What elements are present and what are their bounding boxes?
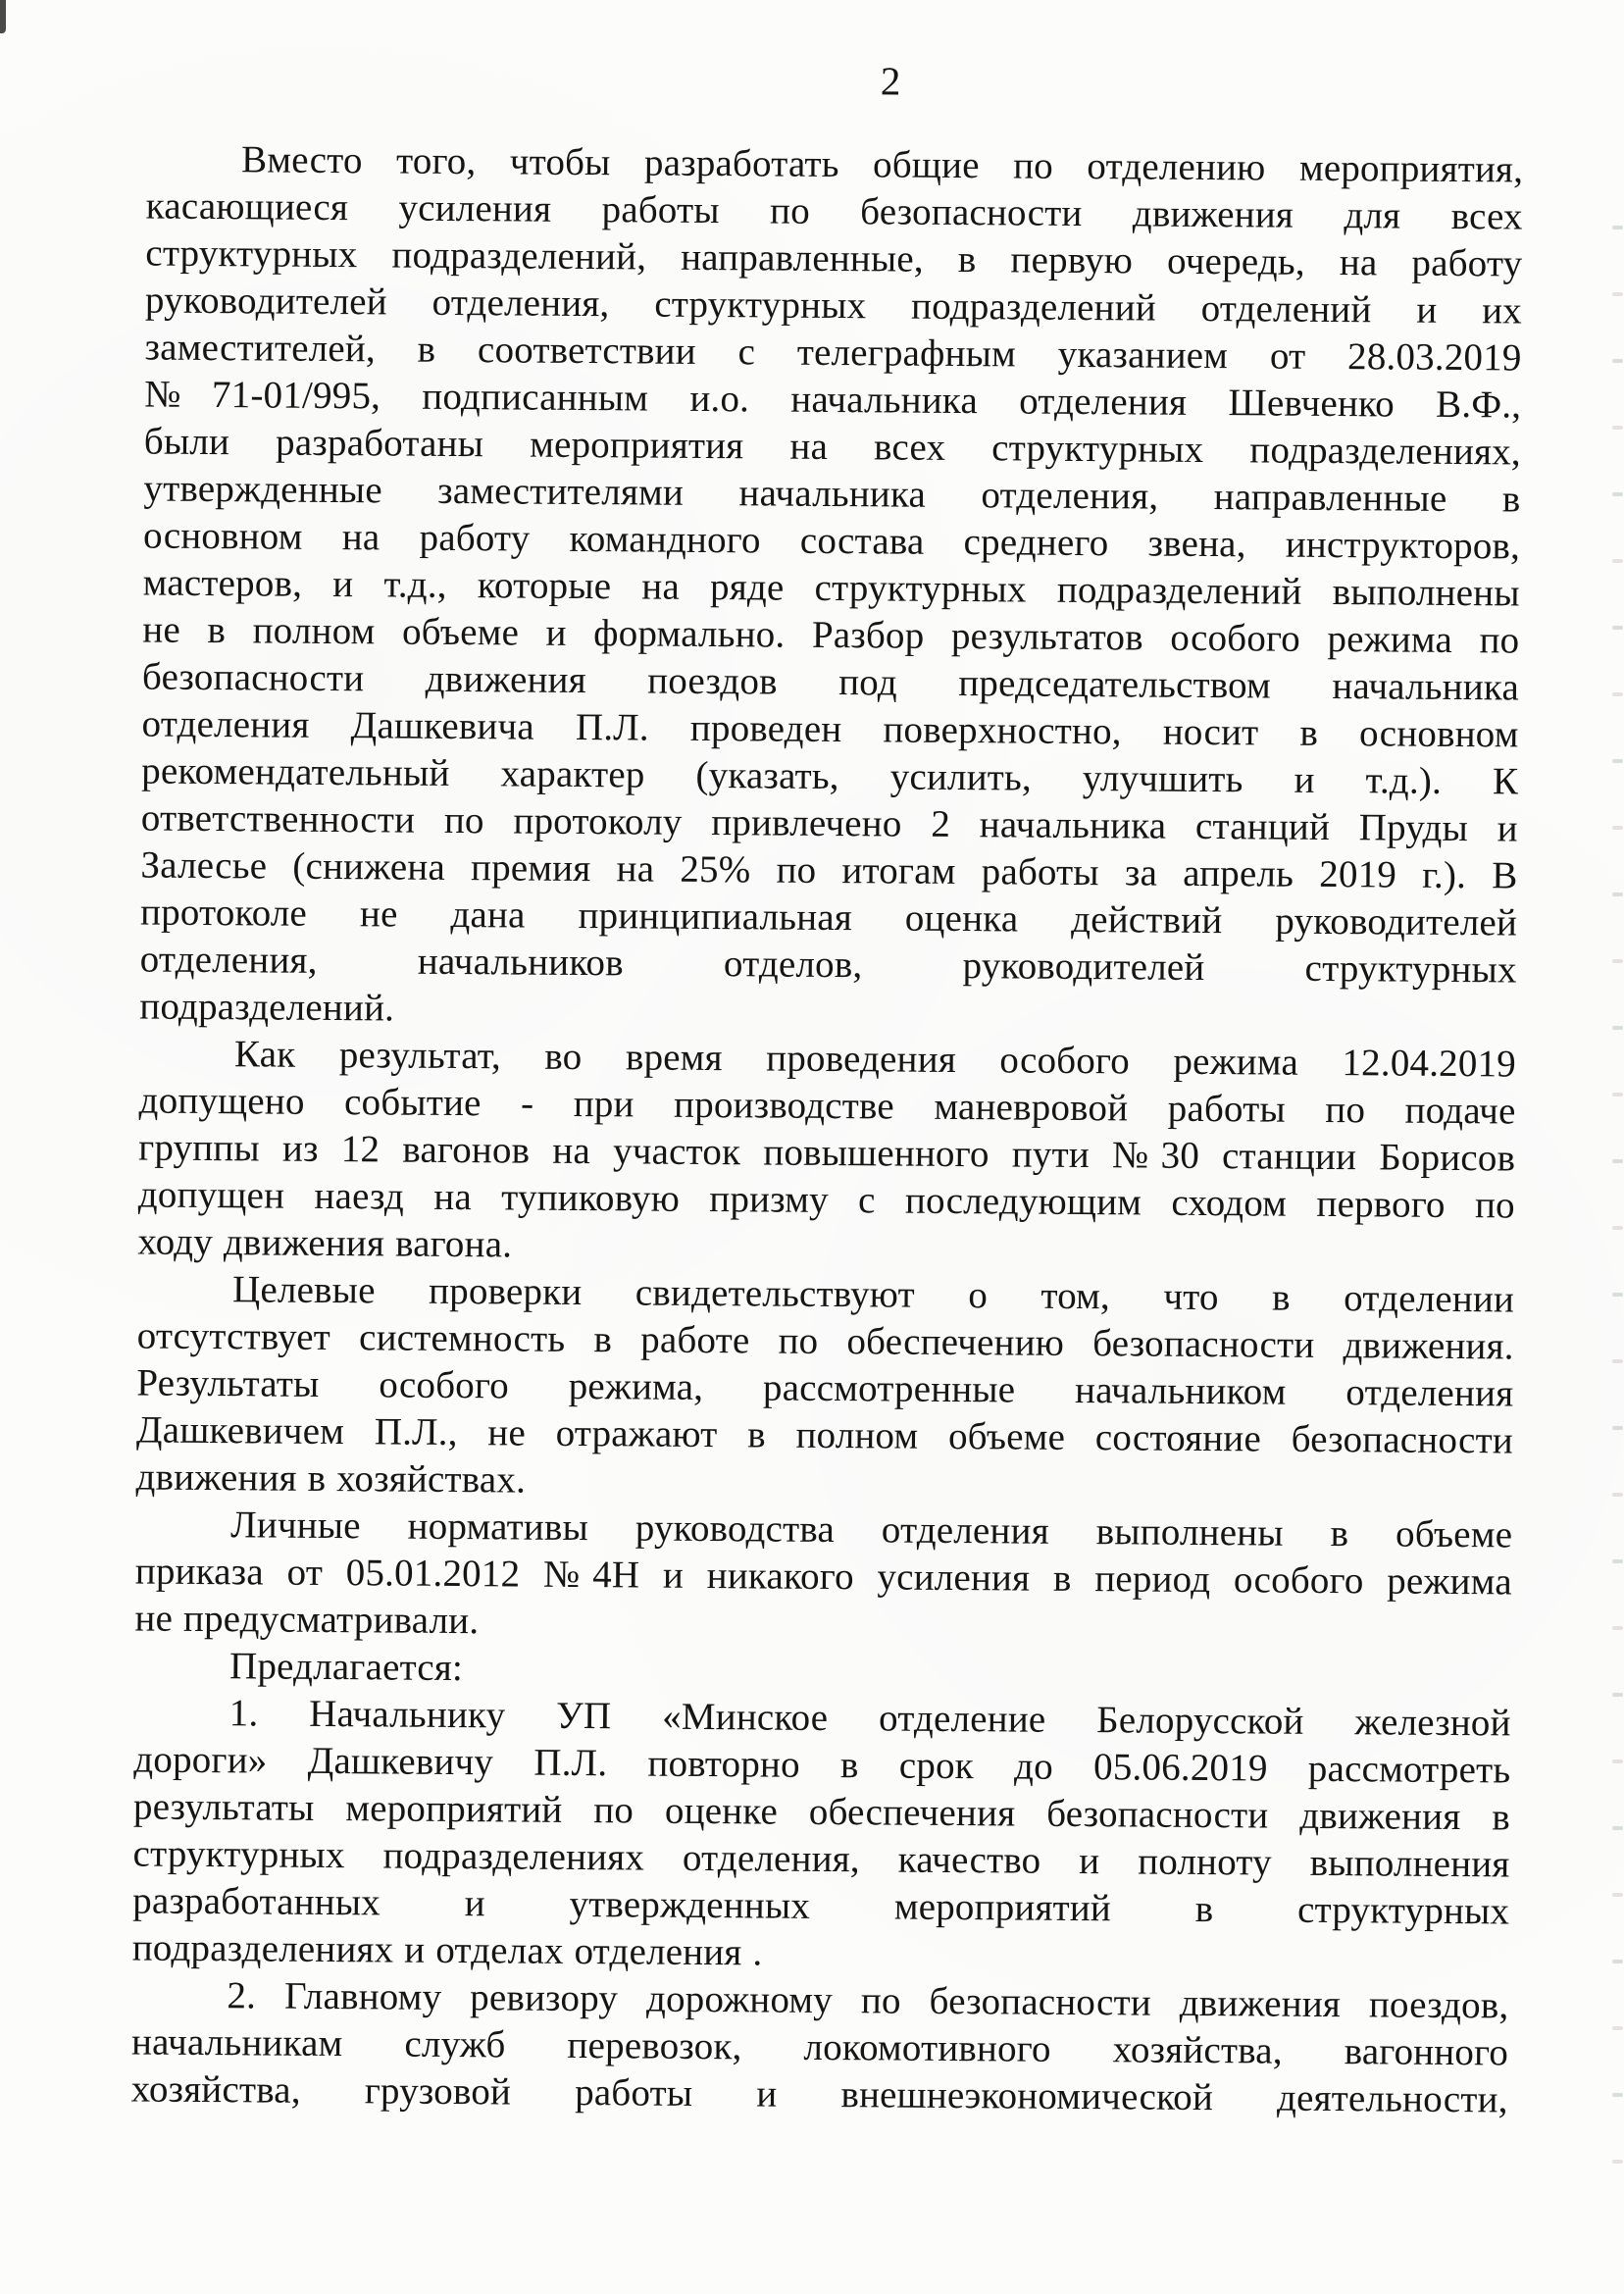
- page-content: [131, 52, 1524, 2124]
- text-line: ответственности по протоколу привлечено 2 начальника станций Пруды и: [140, 796, 1519, 850]
- text-line: Как результат, во время проведения особого режима 12.04.2019: [233, 1033, 1517, 1086]
- paragraph: [137, 1030, 1516, 1276]
- text-line: не предусматривали.: [134, 1597, 480, 1643]
- text-line: №71-01/995, подписанным и.о. начальника отделения Шевченко В.Ф.,: [144, 373, 1522, 427]
- text-line: ходу движения вагона.: [137, 1220, 513, 1266]
- text-line: отделения Дашкевича П.Л. проведен поверхностно, носит в основном: [141, 702, 1519, 756]
- text-line: Дашкевичем П.Л., не отражают в полном объеме состояние безопасности: [135, 1408, 1514, 1462]
- paragraph: [135, 1265, 1514, 1511]
- text-line: приказа от 05.01.2012 №4Н и никакого усиления в период особого режима: [134, 1550, 1512, 1604]
- text-line: подразделений.: [139, 985, 395, 1030]
- document-body: [131, 135, 1524, 2123]
- text-line: мастеров, и т.д., которые на ряде структурных подразделений выполнены: [142, 561, 1520, 615]
- text-line: отделения, начальников отделов, руководителей структурных: [139, 938, 1517, 992]
- page-number: 2: [880, 58, 901, 104]
- text-line: результаты мероприятий по оценке обеспечения безопасности движения в: [132, 1785, 1511, 1839]
- text-line: заместителей, в соответствии с телеграфным указанием от 28.03.2019: [144, 326, 1522, 380]
- text-line: отсутствует системность в работе по обеспечению безопасности движения.: [136, 1314, 1514, 1368]
- paragraph: [134, 1501, 1512, 1653]
- text-line: разработанных и утвержденных мероприятий в структурных: [132, 1879, 1510, 1933]
- text-line: касающиеся усиления работы по безопасности движения для всех: [145, 184, 1523, 238]
- text-line: структурных подразделениях отделения, качество и полноту выполнения: [132, 1832, 1510, 1886]
- text-line: допущен наезд на тупиковую призму с последующим сходом первого по: [137, 1173, 1515, 1227]
- text-line: Предлагается:: [228, 1645, 464, 1690]
- text-line: Целевые проверки свидетельствуют о том, что в отделении: [231, 1268, 1515, 1321]
- scan-artifact-top-left: [0, 0, 6, 33]
- text-line: протоколе не дана принципиальная оценка действий руководителей: [139, 891, 1518, 944]
- text-line: 2. Главному ревизору дорожному по безопасности движения поездов,: [227, 1974, 1509, 2027]
- text-line: структурных подразделений, направленные, в первую очередь, на работу: [145, 231, 1523, 285]
- text-line: допущено событие - при производстве маневровой работы по подаче: [138, 1079, 1516, 1133]
- paragraph: [132, 1689, 1511, 1982]
- paragraph: [131, 1971, 1509, 2123]
- text-line: Вместо того, чтобы разработать общие по отделению мероприятия,: [240, 138, 1524, 191]
- text-line: были разработаны мероприятия на всех структурных подразделениях,: [143, 420, 1522, 474]
- text-line: не в полном объеме и формально. Разбор результатов особого режима по: [142, 608, 1520, 662]
- text-line: Результаты особого режима, рассмотренные начальником отделения: [136, 1361, 1514, 1415]
- text-line: начальникам служб перевозок, локомотивного хозяйства, вагонного: [130, 2020, 1509, 2074]
- text-line: подразделениях и отделах отделения .: [131, 1926, 763, 1974]
- text-line: 1. Начальнику УП «Минское отделение Белорусской железной: [228, 1692, 1511, 1745]
- text-line: основном на работу командного состава среднего звена, инструкторов,: [142, 514, 1521, 568]
- text-line: группы из 12 вагонов на участок повышенного пути №30 станции Борисов: [138, 1126, 1516, 1180]
- text-line: безопасности движения поездов под председательством начальника: [141, 655, 1520, 709]
- text-line: движения в хозяйствах.: [135, 1455, 527, 1502]
- text-line: руководителей отделения, структурных подразделений отделений и их: [144, 279, 1523, 332]
- text-line: Личные нормативы руководства отделения выполнены в объеме: [230, 1504, 1513, 1556]
- text-line: Залесье (снижена премия на 25% по итогам работы за апрель 2019 г.). В: [140, 843, 1518, 897]
- text-line: дороги» Дашкевичу П.Л. повторно в срок до 05.06.2019 рассмотреть: [133, 1738, 1511, 1792]
- text-line: рекомендательный характер (указать, усилить, улучшить и т.д.). К: [141, 749, 1519, 803]
- paragraph: [139, 135, 1523, 1041]
- text-line: хозяйства, грузовой работы и внешнеэкономической деятельности,: [130, 2067, 1508, 2121]
- text-line: утвержденные заместителями начальника отделения, направленные в: [143, 467, 1521, 521]
- scan-edge-marks: [1610, 0, 1624, 2294]
